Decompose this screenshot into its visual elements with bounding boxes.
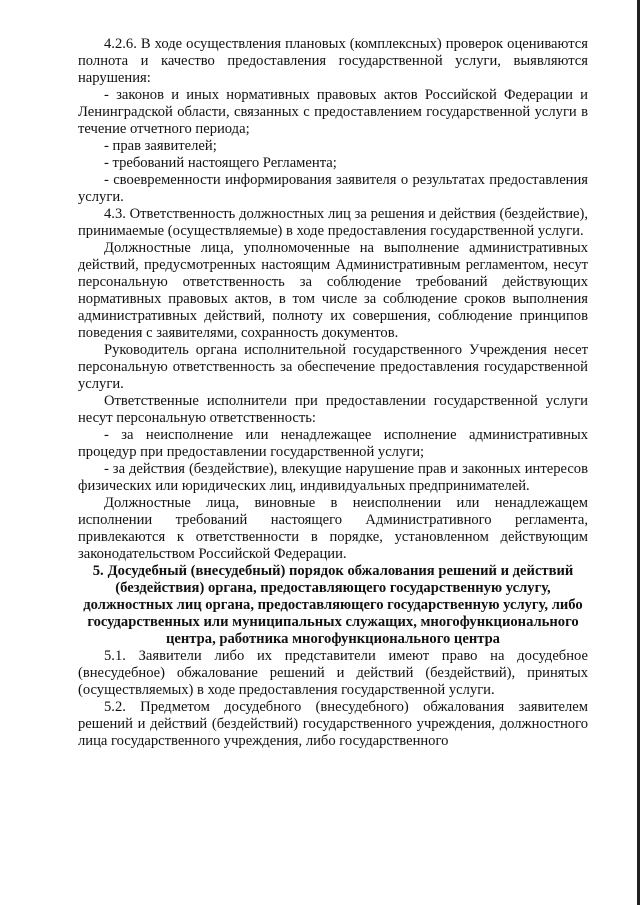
list-item-regulation-requirements: - требований настоящего Регламента; — [104, 155, 337, 171]
section-5-number: 5. — [92, 563, 104, 579]
list-item-applicant-rights: - прав заявителей; — [104, 138, 217, 154]
list-item-rights-violation: - за действия (бездействие), влекущие нарушение прав и законных интересов физических или юридических лиц, индивидуальных предпринимателей. — [78, 461, 588, 494]
paragraph-5-2: 5.2. Предметом досудебного (внесудебного) обжалования заявителем решений и действий (бездействий) государственного учреждения, должностного лица государственного учреждения, либо государственного — [78, 699, 588, 749]
list-item-timely-informing: - своевременности информирования заявителя о результатах предоставления услуги. — [78, 172, 588, 205]
paragraph-officials-responsibility: Должностные лица, уполномоченные на выполнение административных действий, предусмотренных настоящим Административным регламентом, несут персональную ответственность за соблюдение требований действующих нормативных правовых актов, в том числе за соблюдение сроков выполнения административных действий, полноту их совершения, соблюдение принципов поведения с заявителями, сохранность документов. — [78, 240, 588, 341]
paragraph-4-3: 4.3. Ответственность должностных лиц за решения и действия (бездействие), принимаемые (осуществляемые) в ходе предоставления государственной услуги. — [78, 206, 588, 239]
paragraph-5-1: 5.1. Заявители либо их представители имеют право на досудебное (внесудебное) обжалование решений и действий (бездействий), принятых (осуществляемых) в ходе предоставления государственной услуги. — [78, 648, 588, 698]
paragraph-head-responsibility: Руководитель органа исполнительной государственного Учреждения несет персональную ответственность за обеспечение предоставления государственной услуги. — [78, 342, 588, 392]
paragraph-liability: Должностные лица, виновные в неисполнении или ненадлежащем исполнении требований настоящего Административного регламента, привлекаются к ответственности в порядке, установленном действующим законодательством Российской Федерации. — [78, 495, 588, 562]
list-item-non-performance: - за неисполнение или ненадлежащее исполнение административных процедур при предоставлении государственной услуги; — [78, 427, 588, 460]
list-item-laws: - законов и иных нормативных правовых актов Российской Федерации и Ленинградской области, связанных с предоставлением государственной услуги в течение отчетного периода; — [78, 87, 588, 137]
document-body — [78, 36, 588, 750]
section-5-title: Досудебный (внесудебный) порядок обжалования решений и действий (бездействия) органа, предоставляющего государственную услугу, должностных лиц органа, предоставляющего государственную услугу, либо государственных или муниципальных служащих, многофункционального центра, работника многофункционального центра — [83, 563, 583, 647]
paragraph-executors-responsibility: Ответственные исполнители при предоставлении государственной услуги несут персональную ответственность: — [78, 393, 588, 426]
section-5-heading — [78, 563, 588, 648]
paragraph-4-2-6: 4.2.6. В ходе осуществления плановых (комплексных) проверок оцениваются полнота и качество предоставления государственной услуги, выявляются нарушения: — [78, 36, 588, 86]
